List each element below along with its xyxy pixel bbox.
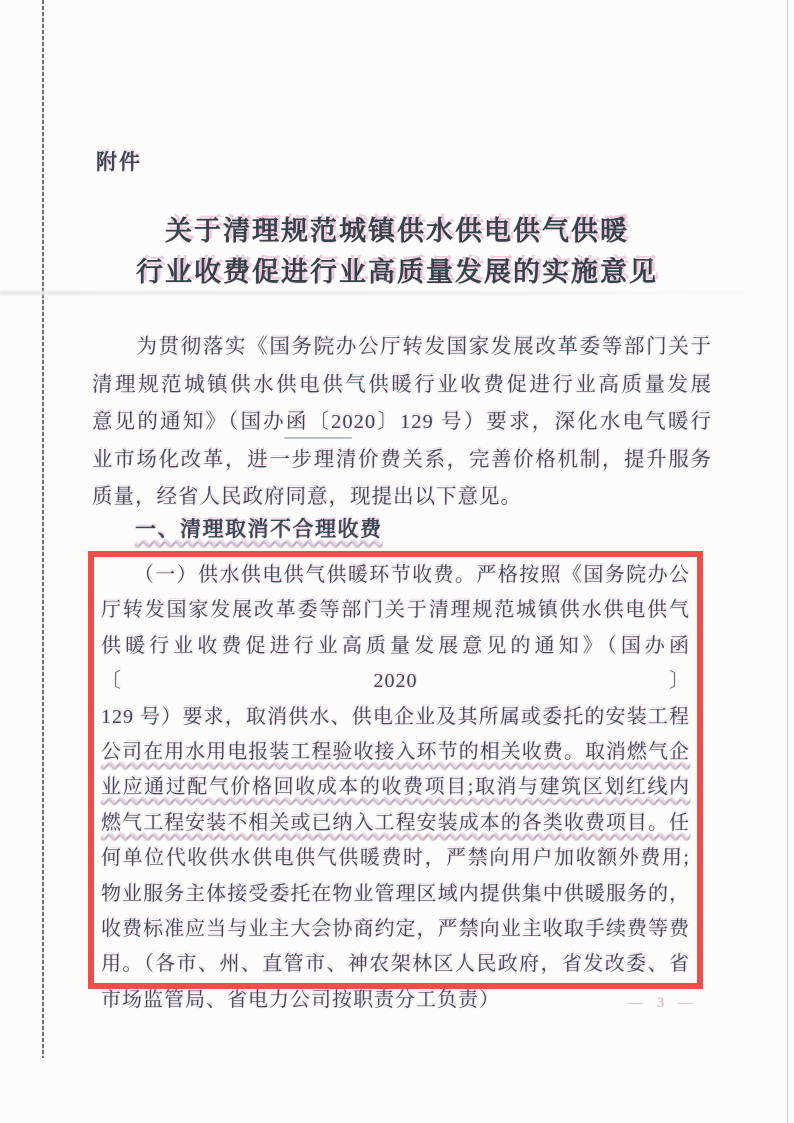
text-line: 129 号）要求，取消供水、供电企业及其所属或委托的安装工程 bbox=[101, 705, 690, 728]
text-line: 业市场化改革，进一步理清价费关系，完善价格机制，提升服务 bbox=[92, 448, 712, 471]
text-line: 为贯彻落实《国务院办公厅转发国家发展改革委等部门关于 bbox=[92, 336, 712, 358]
scan-artifact-binding-line bbox=[42, 0, 44, 1058]
highlighted-paragraph bbox=[101, 558, 690, 1018]
text-line: 收费标准应当与业主大会协商约定，严禁向业主收取手续费等费 bbox=[101, 918, 690, 941]
text-line: 公司在用水用电报装工程验收接入环节的相关收费。取消燃气企 bbox=[101, 741, 690, 764]
section-heading: 一、清理取消不合理收费 bbox=[135, 517, 383, 541]
text-line: 厅转发国家发展改革委等部门关于清理规范城镇供水供电供气 bbox=[101, 599, 690, 622]
document-title-line-1: 关于清理规范城镇供水供电供气供暖 bbox=[165, 216, 629, 246]
document-title bbox=[0, 211, 794, 293]
text-line: 业应通过配气价格回收成本的收费项目;取消与建筑区划红线内 bbox=[101, 776, 690, 799]
scan-artifact-right-edge-line bbox=[787, 0, 788, 1123]
text-line: 质量，经省人民政府同意，现提出以下意见。 bbox=[92, 486, 522, 508]
intro-paragraph bbox=[92, 329, 712, 517]
text-line: 意见的通知》（国办函〔2020〕129 号）要求，深化水电气暖行 bbox=[92, 404, 712, 442]
page-number: — 3 — bbox=[628, 995, 698, 1011]
red-highlight-box bbox=[88, 551, 703, 1011]
text-line: 燃气工程安装不相关或已纳入工程安装成本的各类收费项目。任 bbox=[101, 811, 690, 834]
text-line: 何单位代收供水供电供气供暖费时，严禁向用户加收额外费用; bbox=[101, 847, 690, 870]
text-line: 市场监管局、省电力公司按职责分工负责） bbox=[101, 988, 500, 1011]
text-line: 清理规范城镇供水供电供气供暖行业收费促进行业高质量发展 bbox=[92, 373, 712, 396]
text-line: 供暖行业收费促进行业高质量发展意见的通知》（国办函〔2020〕 bbox=[101, 634, 690, 693]
text-line: 物业服务主体接受委托在物业管理区域内提供集中供暖服务的， bbox=[101, 882, 690, 905]
document-title-line-2: 行业收费促进行业高质量发展的实施意见 bbox=[136, 257, 658, 287]
attachment-label: 附件 bbox=[96, 150, 142, 174]
text-line: 用。（各市、州、直管市、神农架林区人民政府，省发改委、省 bbox=[101, 953, 690, 976]
text-line: （一）供水供电供气供暖环节收费。严格按照《国务院办公 bbox=[101, 564, 690, 586]
